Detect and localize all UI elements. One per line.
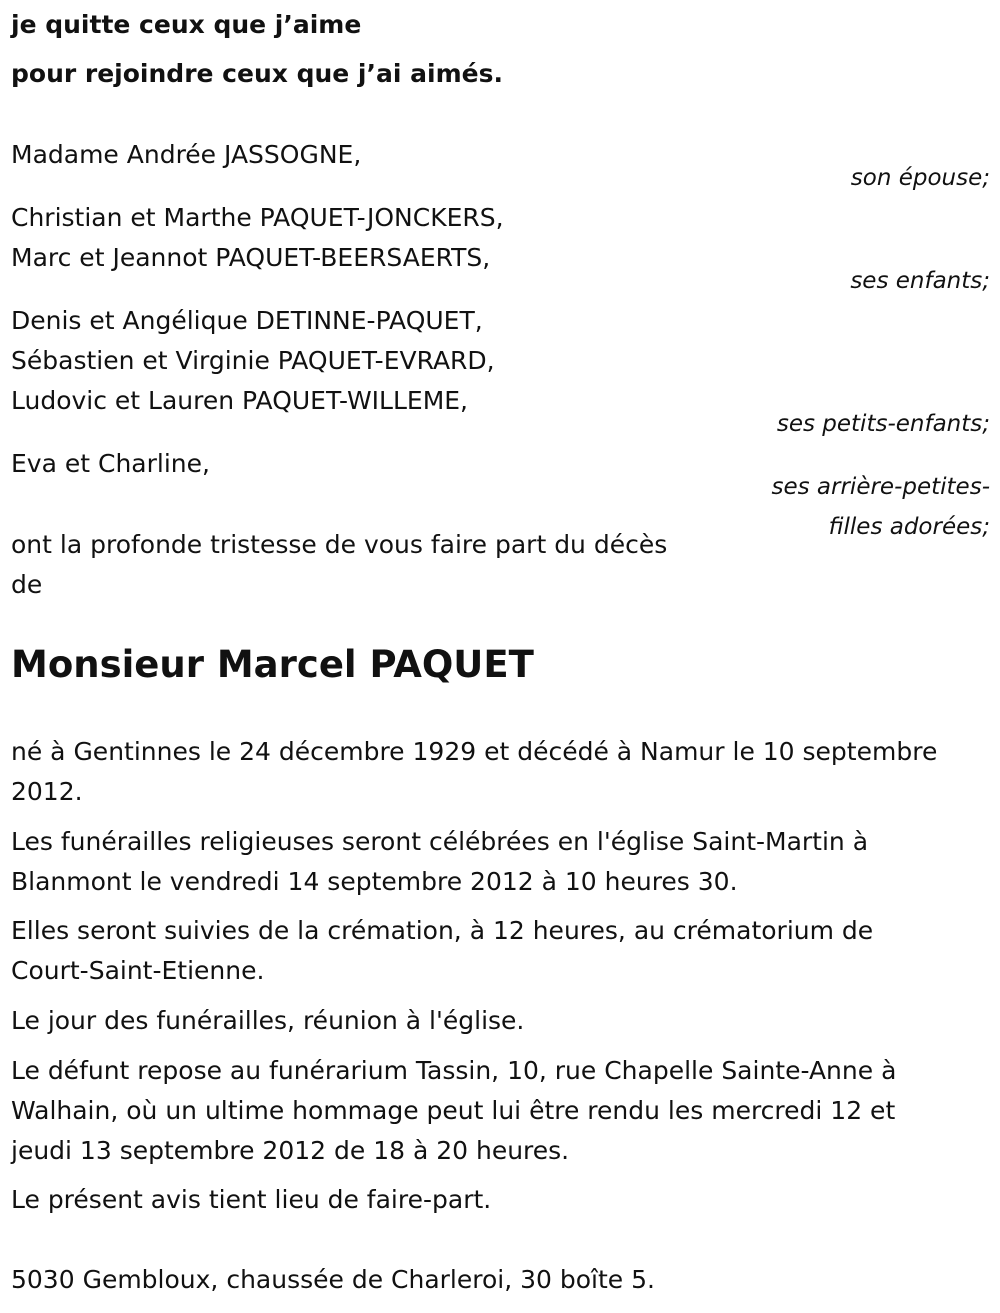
detail-line: Le défunt repose au funérarium Tassin, 10, rue Chapelle Sainte-Anne à	[11, 1056, 897, 1085]
detail-line: né à Gentinnes le 24 décembre 1929 et décédé à Namur le 10 septembre	[11, 737, 938, 766]
detail-line: Les funérailles religieuses seront célébrées en l'église Saint-Martin à	[11, 827, 869, 856]
grandchildren-role: ses petits-enfants;	[776, 411, 990, 437]
detail-line: 2012.	[11, 777, 83, 806]
great-grandchildren-role: filles adorées;	[828, 514, 990, 540]
grandchild-name: Denis et Angélique DETINNE-PAQUET,	[11, 306, 483, 335]
child-name: Christian et Marthe PAQUET-JONCKERS,	[11, 203, 504, 232]
detail-line: Court-Saint-Etienne.	[11, 956, 265, 985]
epigraph-line: je quitte ceux que j’aime	[11, 10, 362, 39]
great-grandchildren-role: ses arrière-petites-	[771, 474, 990, 500]
deceased-name: Monsieur Marcel PAQUET	[11, 643, 534, 686]
detail-line: Elles seront suivies de la crémation, à 12 heures, au crématorium de	[11, 916, 874, 945]
spouse-role: son épouse;	[850, 165, 990, 191]
great-grandchildren-name: Eva et Charline,	[11, 449, 210, 478]
children-role: ses enfants;	[850, 268, 990, 294]
grandchild-name: Ludovic et Lauren PAQUET-WILLEME,	[11, 386, 469, 415]
announcement-line: de	[11, 570, 43, 599]
detail-line: Le présent avis tient lieu de faire-part.	[11, 1185, 492, 1214]
child-name: Marc et Jeannot PAQUET-BEERSAERTS,	[11, 243, 491, 272]
detail-line: jeudi 13 septembre 2012 de 18 à 20 heures.	[11, 1136, 570, 1165]
address: 5030 Gembloux, chaussée de Charleroi, 30 boîte 5.	[11, 1265, 655, 1294]
detail-line: Le jour des funérailles, réunion à l'église.	[11, 1006, 525, 1035]
grandchild-name: Sébastien et Virginie PAQUET-EVRARD,	[11, 346, 495, 375]
detail-line: Blanmont le vendredi 14 septembre 2012 à 10 heures 30.	[11, 867, 738, 896]
spouse-name: Madame Andrée JASSOGNE,	[11, 140, 362, 169]
detail-line: Walhain, où un ultime hommage peut lui être rendu les mercredi 12 et	[11, 1096, 896, 1125]
announcement-line: ont la profonde tristesse de vous faire part du décès	[11, 530, 668, 559]
epigraph-line: pour rejoindre ceux que j’ai aimés.	[11, 59, 503, 88]
